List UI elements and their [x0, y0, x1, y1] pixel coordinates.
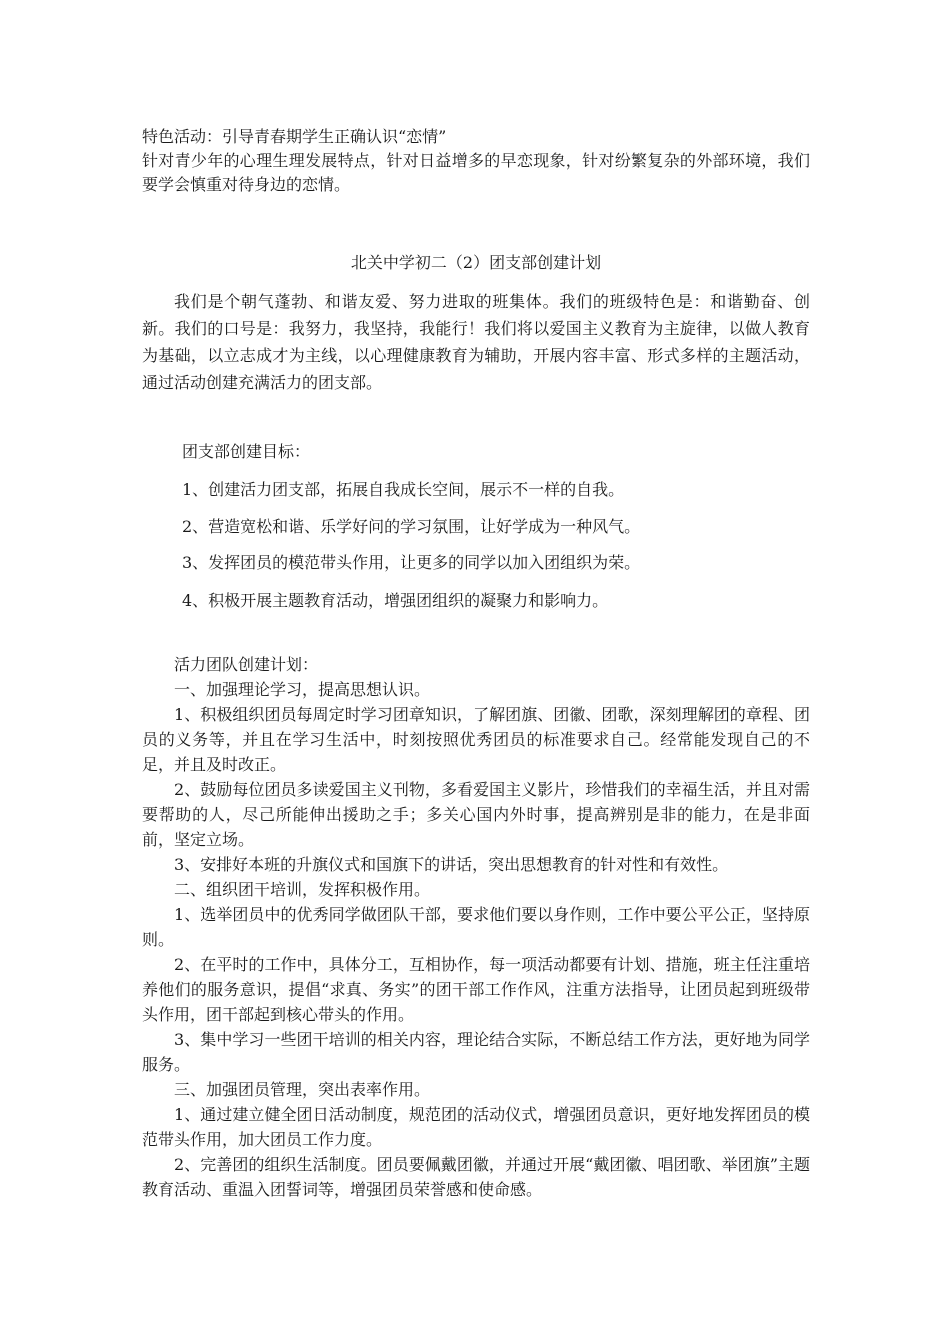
- goal-item: 1、创建活力团支部，拓展自我成长空间，展示不一样的自我。: [182, 480, 625, 499]
- team-plan-heading: 活力团队创建计划：: [174, 655, 319, 674]
- intro-section: [142, 125, 810, 197]
- goal-item: 2、营造宽松和谐、乐学好问的学习氛围，让好学成为一种风气。: [182, 517, 641, 536]
- team-plan-paragraph: 1、选举团员中的优秀同学做团队干部，要求他们要以身作则，工作中要公平公正，坚持原则。: [142, 905, 810, 949]
- goal-item: 4、积极开展主题教育活动，增强团组织的凝聚力和影响力。: [182, 591, 609, 610]
- team-plan-paragraph: 1、积极组织团员每周定时学习团章知识，了解团旗、团徽、团歌，深刻理解团的章程、团员的义务等，并且在学习生活中，时刻按照优秀团员的标准要求自己。经常能发现自己的不足，并且及时改正。: [142, 705, 810, 774]
- plan-title-block: [142, 251, 810, 275]
- intro-heading: 特色活动：引导青春期学生正确认识“恋情”: [142, 127, 447, 146]
- team-plan-paragraph: 1、通过建立健全团日活动制度，规范团的活动仪式，增强团员意识，更好地发挥团员的模范带头作用，加大团员工作力度。: [142, 1105, 810, 1149]
- team-plan-paragraph: 2、完善团的组织生活制度。团员要佩戴团徽，并通过开展“戴团徽、唱团歌、举团旗”主题教育活动、重温入团誓词等，增强团员荣誉感和使命感。: [142, 1155, 810, 1199]
- team-plan-paragraph: 2、鼓励每位团员多读爱国主义刊物，多看爱国主义影片，珍惜我们的幸福生活，并且对需要帮助的人，尽己所能伸出援助之手；多关心国内外时事，提高辨别是非的能力，在是非面前，坚定立场。: [142, 780, 810, 849]
- plan-intro-paragraph: 我们是个朝气蓬勃、和谐友爱、努力进取的班集体。我们的班级特色是：和谐勤奋、创新。我们的口号是：我努力，我坚持，我能行！我们将以爱国主义教育为主旋律，以做人教育为基础，以立志成才为主线，以心理健康教育为辅助，开展内容丰富、形式多样的主题活动，通过活动创建充满活力的团支部。: [142, 292, 810, 392]
- team-plan-paragraph: 三、加强团员管理，突出表率作用。: [174, 1080, 431, 1099]
- team-plan-section: [142, 652, 810, 1202]
- goals-heading: 团支部创建目标：: [182, 442, 311, 461]
- plan-title: 北关中学初二（2）团支部创建计划: [350, 253, 602, 272]
- intro-body: 针对青少年的心理生理发展特点，针对日益增多的早恋现象，针对纷繁复杂的外部环境，我们要学会慎重对待身边的恋情。: [142, 151, 810, 194]
- team-plan-paragraph: 2、在平时的工作中，具体分工，互相协作，每一项活动都要有计划、措施，班主任注重培养他们的服务意识，提倡“求真、务实”的团干部工作作风，注重方法指导，让团员起到班级带头作用，团干部起到核心带头的作用。: [142, 955, 810, 1024]
- team-plan-paragraph: 一、加强理论学习，提高思想认识。: [174, 680, 431, 699]
- plan-intro-section: [142, 288, 810, 396]
- team-plan-paragraph: 3、安排好本班的升旗仪式和国旗下的讲话，突出思想教育的针对性和有效性。: [174, 855, 729, 874]
- team-plan-paragraph: 3、集中学习一些团干培训的相关内容，理论结合实际，不断总结工作方法，更好地为同学服务。: [142, 1030, 810, 1074]
- goal-item: 3、发挥团员的模范带头作用，让更多的同学以加入团组织为荣。: [182, 553, 641, 572]
- team-plan-paragraph: 二、组织团干培训，发挥积极作用。: [174, 880, 431, 899]
